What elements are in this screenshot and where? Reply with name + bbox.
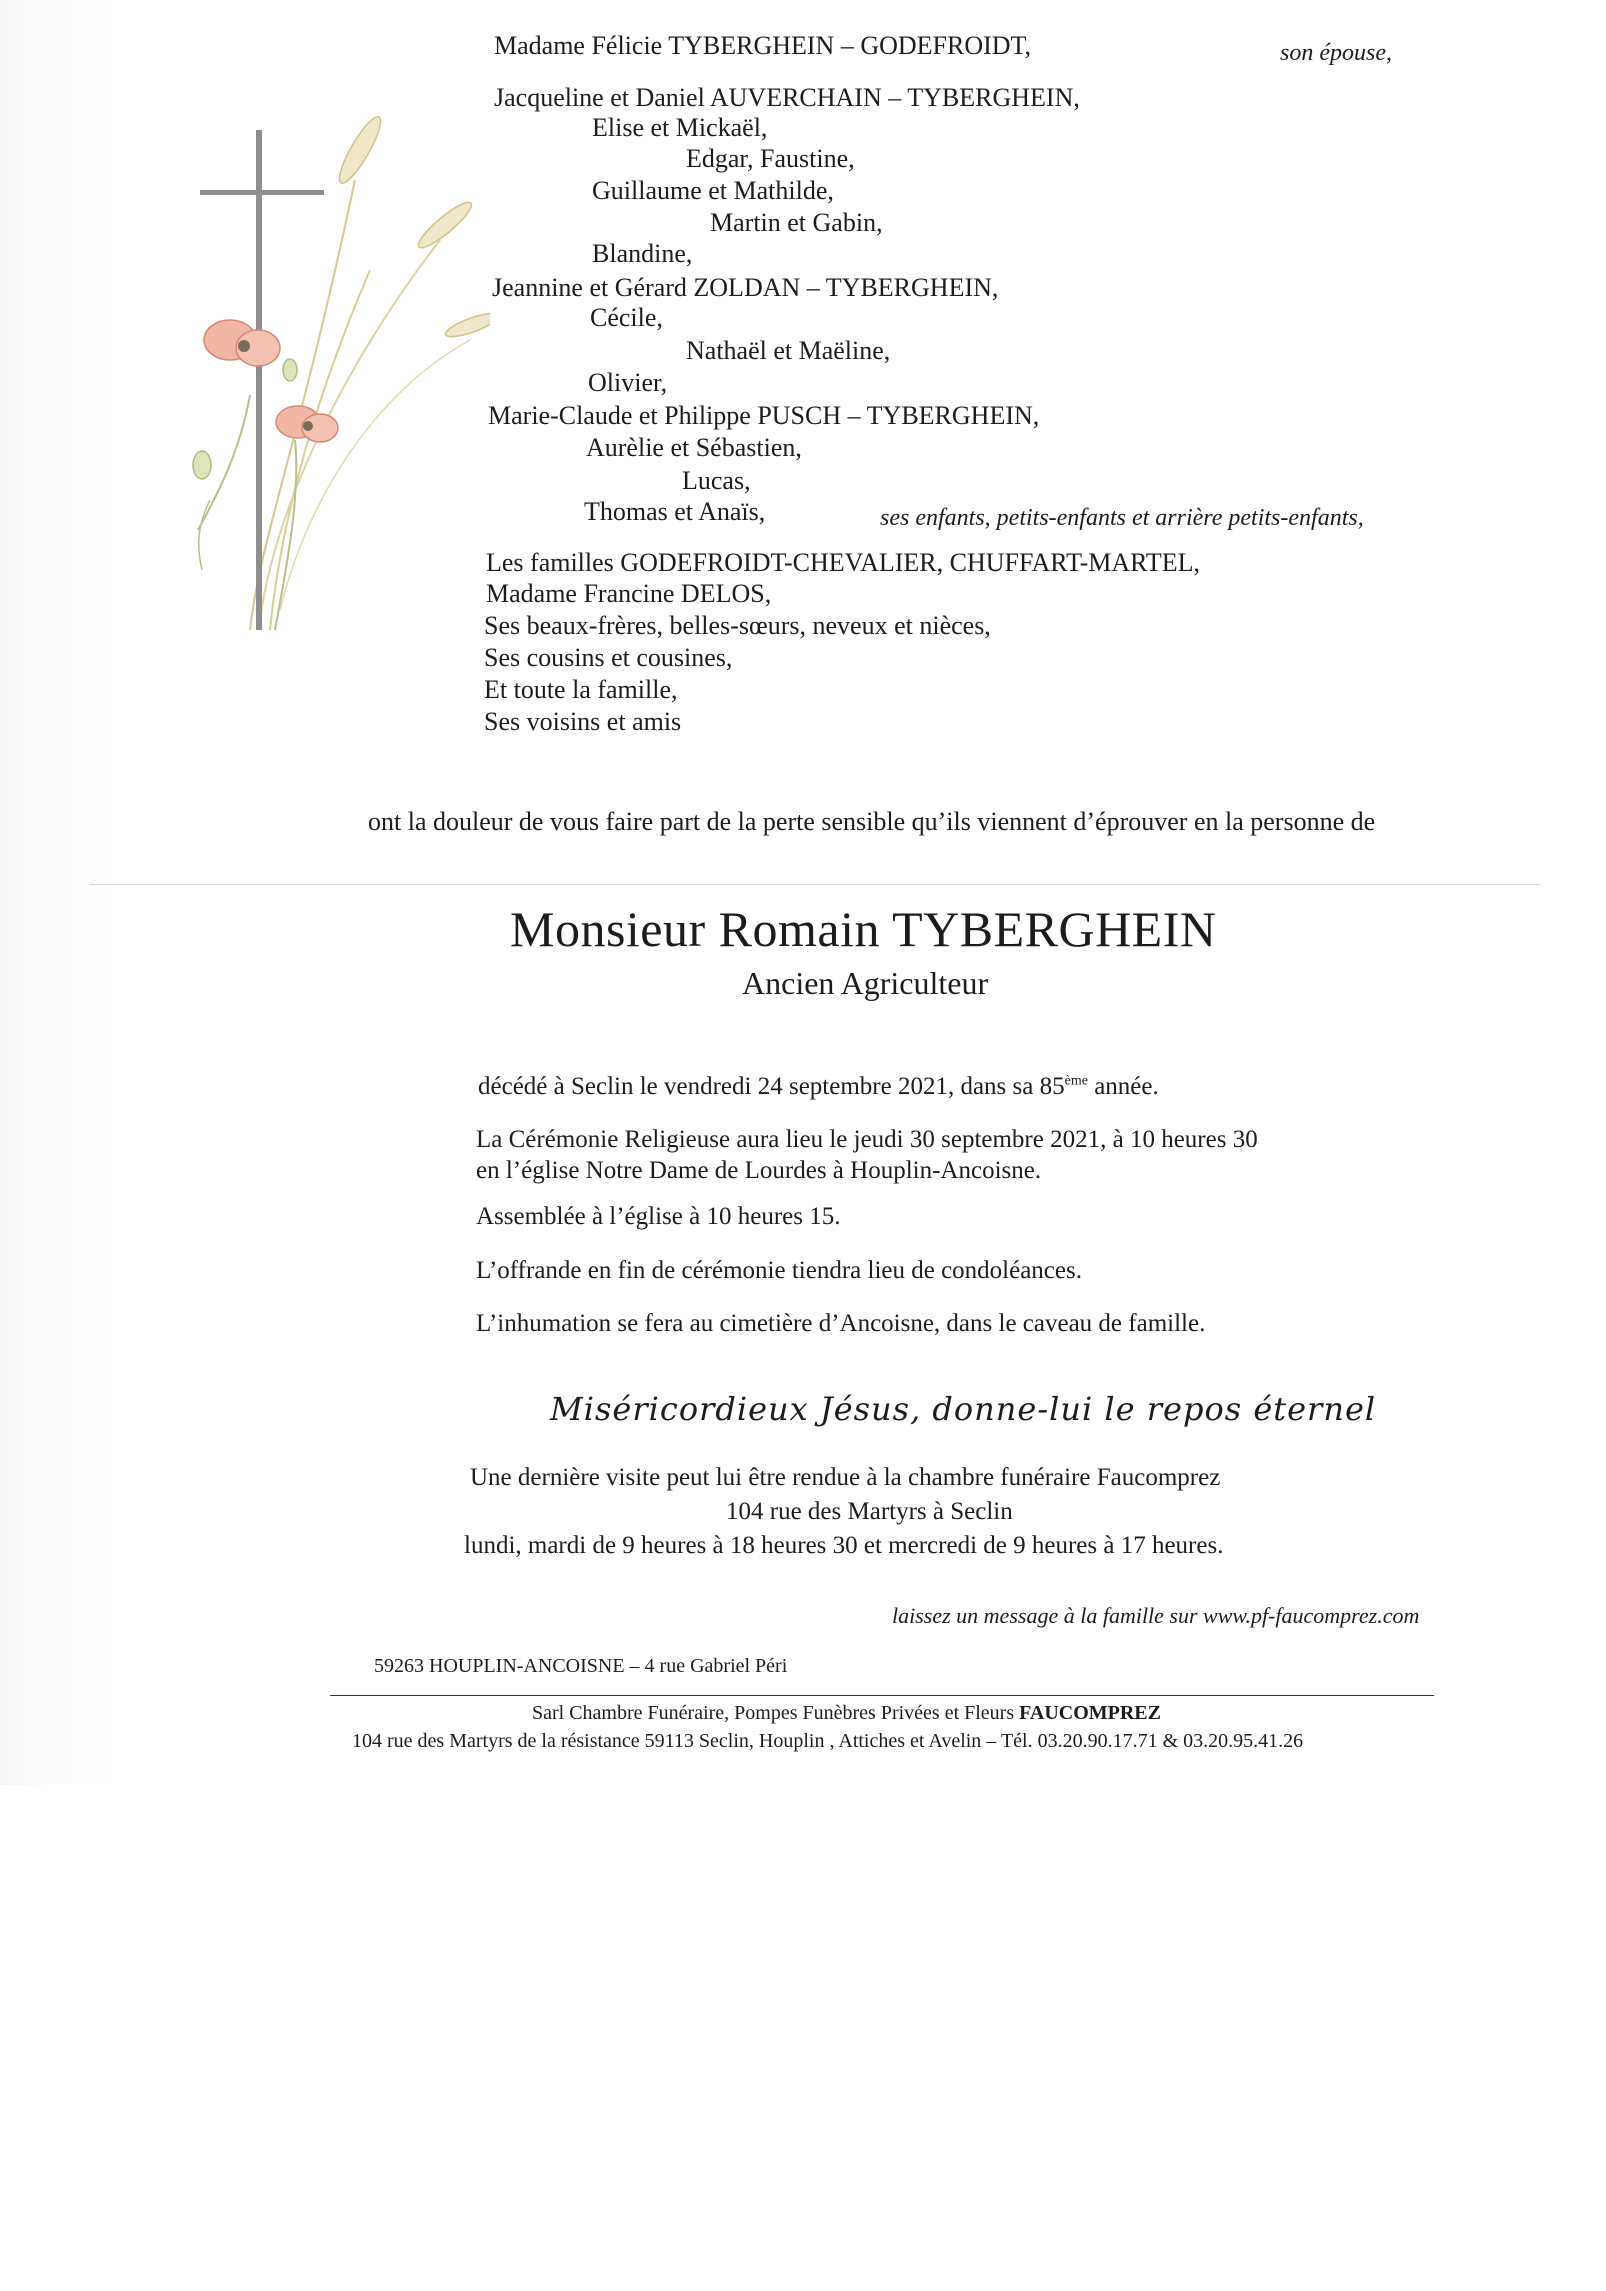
illustration-svg [180,110,490,670]
family-line: Thomas et Anaïs, [584,497,766,526]
ordinal-superscript: ème [1064,1073,1088,1089]
family-address: 59263 HOUPLIN-ANCOISNE – 4 rue Gabriel Péri [374,1655,788,1677]
family-line: Les familles GODEFROIDT-CHEVALIER, CHUFFART-MARTEL, [486,548,1201,577]
poppy-flower-icon [276,406,338,442]
cross-with-wheat-and-poppies-icon [180,110,490,670]
poppy-flower-icon [204,320,280,366]
visit-line-3: lundi, mardi de 9 heures à 18 heures 30 et mercredi de 9 heures à 17 heures. [464,1532,1224,1559]
family-line: Marie-Claude et Philippe PUSCH – TYBERGHEIN, [488,401,1040,430]
death-text: décédé à Seclin le vendredi 24 septembre 2021, dans sa 85 [478,1073,1065,1100]
family-role-descendants: ses enfants, petits-enfants et arrière petits-enfants, [880,505,1364,531]
family-line: Aurèlie et Sébastien, [586,433,802,462]
family-line: Nathaël et Maëline, [686,336,891,365]
family-line: Edgar, Faustine, [686,144,855,173]
website-message: laissez un message à la famille sur www.pf-faucomprez.com [892,1603,1420,1628]
deceased-name: Monsieur Romain TYBERGHEIN [510,901,1217,957]
announcement-text: ont la douleur de vous faire part de la perte sensible qu’ils viennent d’éprouver en la personne de [368,807,1376,836]
footer-contact: 104 rue des Martyrs de la résistance 59113 Seclin, Houplin , Attiches et Avelin – Tél. 03.20.90.17.71 & 03.20.95.41.26 [352,1730,1304,1752]
prayer-text: Miséricordieux Jésus, donne-lui le repos éternel [550,1390,1377,1428]
assembly-text: Assemblée à l’église à 10 heures 15. [476,1203,841,1230]
family-line: Guillaume et Mathilde, [592,176,834,205]
death-notice [478,1073,1159,1101]
footer-company-text: Sarl Chambre Funéraire, Pompes Funèbres Privées et Fleurs [532,1702,1020,1724]
page-blank-area [0,1785,1606,2291]
family-line: Elise et Mickaël, [592,113,768,142]
ceremony-line-1: La Cérémonie Religieuse aura lieu le jeudi 30 septembre 2021, à 10 heures 30 [476,1126,1258,1153]
family-line: Martin et Gabin, [710,208,883,237]
visit-line-2: 104 rue des Martyrs à Seclin [726,1498,1013,1525]
family-line-spouse: Madame Félicie TYBERGHEIN – GODEFROIDT, [494,31,1032,60]
burial-text: L’inhumation se fera au cimetière d’Ancoisne, dans le caveau de famille. [476,1310,1206,1337]
family-line: Olivier, [588,368,668,397]
footer-brand: FAUCOMPREZ [1019,1702,1161,1724]
death-text-end: année. [1087,1073,1159,1100]
fold-divider [90,884,1540,885]
footer-divider [330,1695,1434,1696]
family-line: Lucas, [682,466,751,495]
family-line: Madame Francine DELOS, [486,579,772,608]
family-line: Ses cousins et cousines, [484,643,733,672]
deceased-title: Ancien Agriculteur [742,965,989,1001]
family-line: Blandine, [592,239,693,268]
footer-company [532,1702,1161,1725]
family-role-spouse: son épouse, [1280,40,1392,66]
family-line: Jacqueline et Daniel AUVERCHAIN – TYBERGHEIN, [494,83,1080,112]
offering-text: L’offrande en fin de cérémonie tiendra lieu de condoléances. [476,1257,1082,1284]
family-line: Ses beaux-frères, belles-sœurs, neveux et nièces, [484,611,991,640]
family-line: Cécile, [590,303,663,332]
family-line: Et toute la famille, [484,675,678,704]
ceremony-line-2: en l’église Notre Dame de Lourdes à Houplin-Ancoisne. [476,1157,1042,1184]
family-line: Ses voisins et amis [484,707,682,736]
family-line: Jeannine et Gérard ZOLDAN – TYBERGHEIN, [492,273,999,302]
visit-line-1: Une dernière visite peut lui être rendue à la chambre funéraire Faucomprez [470,1464,1221,1491]
